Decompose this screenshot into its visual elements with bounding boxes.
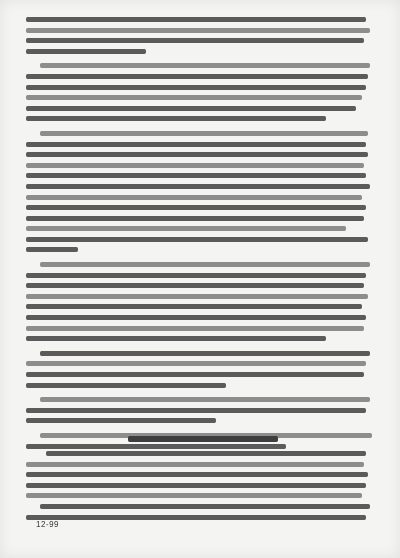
text-line xyxy=(26,448,376,459)
text-line xyxy=(26,501,376,512)
text-line xyxy=(26,459,376,470)
text-line-ink xyxy=(40,504,370,509)
text-line-ink xyxy=(26,472,368,477)
text-line-ink xyxy=(26,493,362,498)
text-line-ink xyxy=(46,451,366,456)
page-marker: 12-99 xyxy=(36,520,59,529)
text-line xyxy=(26,490,376,501)
text-line-ink xyxy=(26,483,366,488)
text-line-ink xyxy=(26,462,364,467)
text-line xyxy=(26,469,376,480)
text-line xyxy=(26,512,376,523)
closing-paragraph xyxy=(26,448,376,522)
text-line-ink xyxy=(26,515,366,520)
text-line xyxy=(26,480,376,491)
